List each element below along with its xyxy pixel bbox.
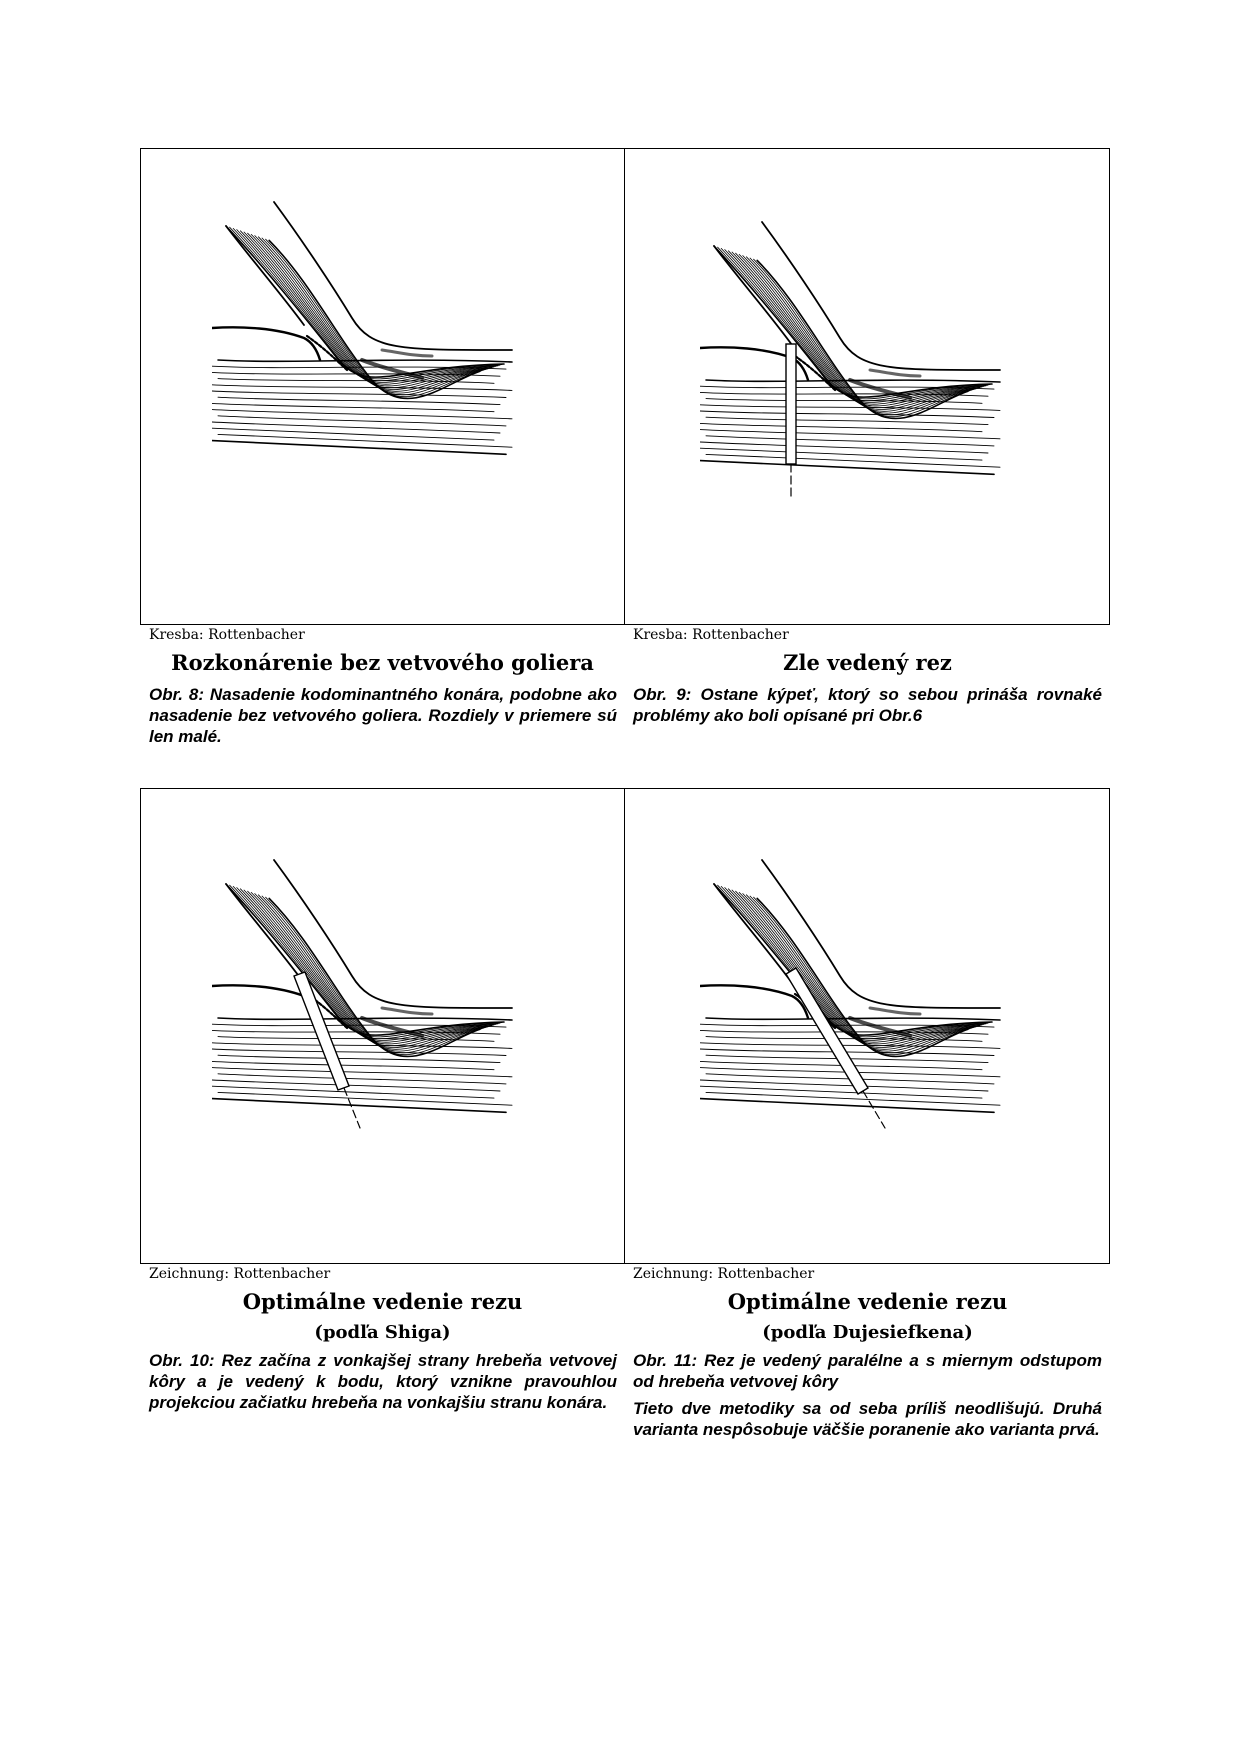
- figure-note: Tieto dve metodiky sa od seba príliš neodlišujú. Druhá varianta nespôsobuje väčšie poranenie ako varianta prvá.: [633, 1399, 1102, 1439]
- figure-title: Optimálne vedenie rezu: [727, 1289, 1008, 1314]
- branch-drawing-obr8: [212, 200, 552, 500]
- figure-caption: Obr. 9: Ostane kýpeť, ktorý so sebou prináša rovnaké problémy ako boli opísané pri Obr.6: [633, 685, 1102, 725]
- figure-subtitle: (podľa Shiga): [314, 1322, 451, 1343]
- drawing-credit: Kresba: Rottenbacher: [633, 627, 789, 643]
- drawing-credit: Zeichnung: Rottenbacher: [149, 1266, 331, 1282]
- figure-title: Rozkonárenie bez vetvového goliera: [171, 650, 594, 675]
- figure-divider-top: [624, 148, 625, 625]
- branch-drawing-obr11: [700, 858, 1040, 1158]
- figure-caption: Obr. 11: Rez je vedený paralélne a s miernym odstupom od hrebeňa vetvovej kôry: [633, 1351, 1102, 1391]
- branch-drawing-obr9: [700, 220, 1040, 520]
- branch-drawing-obr10: [212, 858, 552, 1158]
- drawing-credit: Zeichnung: Rottenbacher: [633, 1266, 815, 1282]
- figure-title: Zle vedený rez: [783, 650, 952, 675]
- figure-caption: Obr. 8: Nasadenie kodominantného konára, podobne ako nasadenie bez vetvového goliera. Rozdiely v priemere sú len malé.: [149, 685, 617, 746]
- figure-subtitle: (podľa Dujesiefkena): [762, 1322, 973, 1343]
- figure-title: Optimálne vedenie rezu: [242, 1289, 523, 1314]
- figure-divider-bottom: [624, 788, 625, 1264]
- drawing-credit: Kresba: Rottenbacher: [149, 627, 305, 643]
- figure-caption: Obr. 10: Rez začína z vonkajšej strany hrebeňa vetvovej kôry a je vedený k bodu, ktorý vznikne pravouhlou projekciou začiatku hrebeňa na vonkajšiu stranu konára.: [149, 1351, 617, 1412]
